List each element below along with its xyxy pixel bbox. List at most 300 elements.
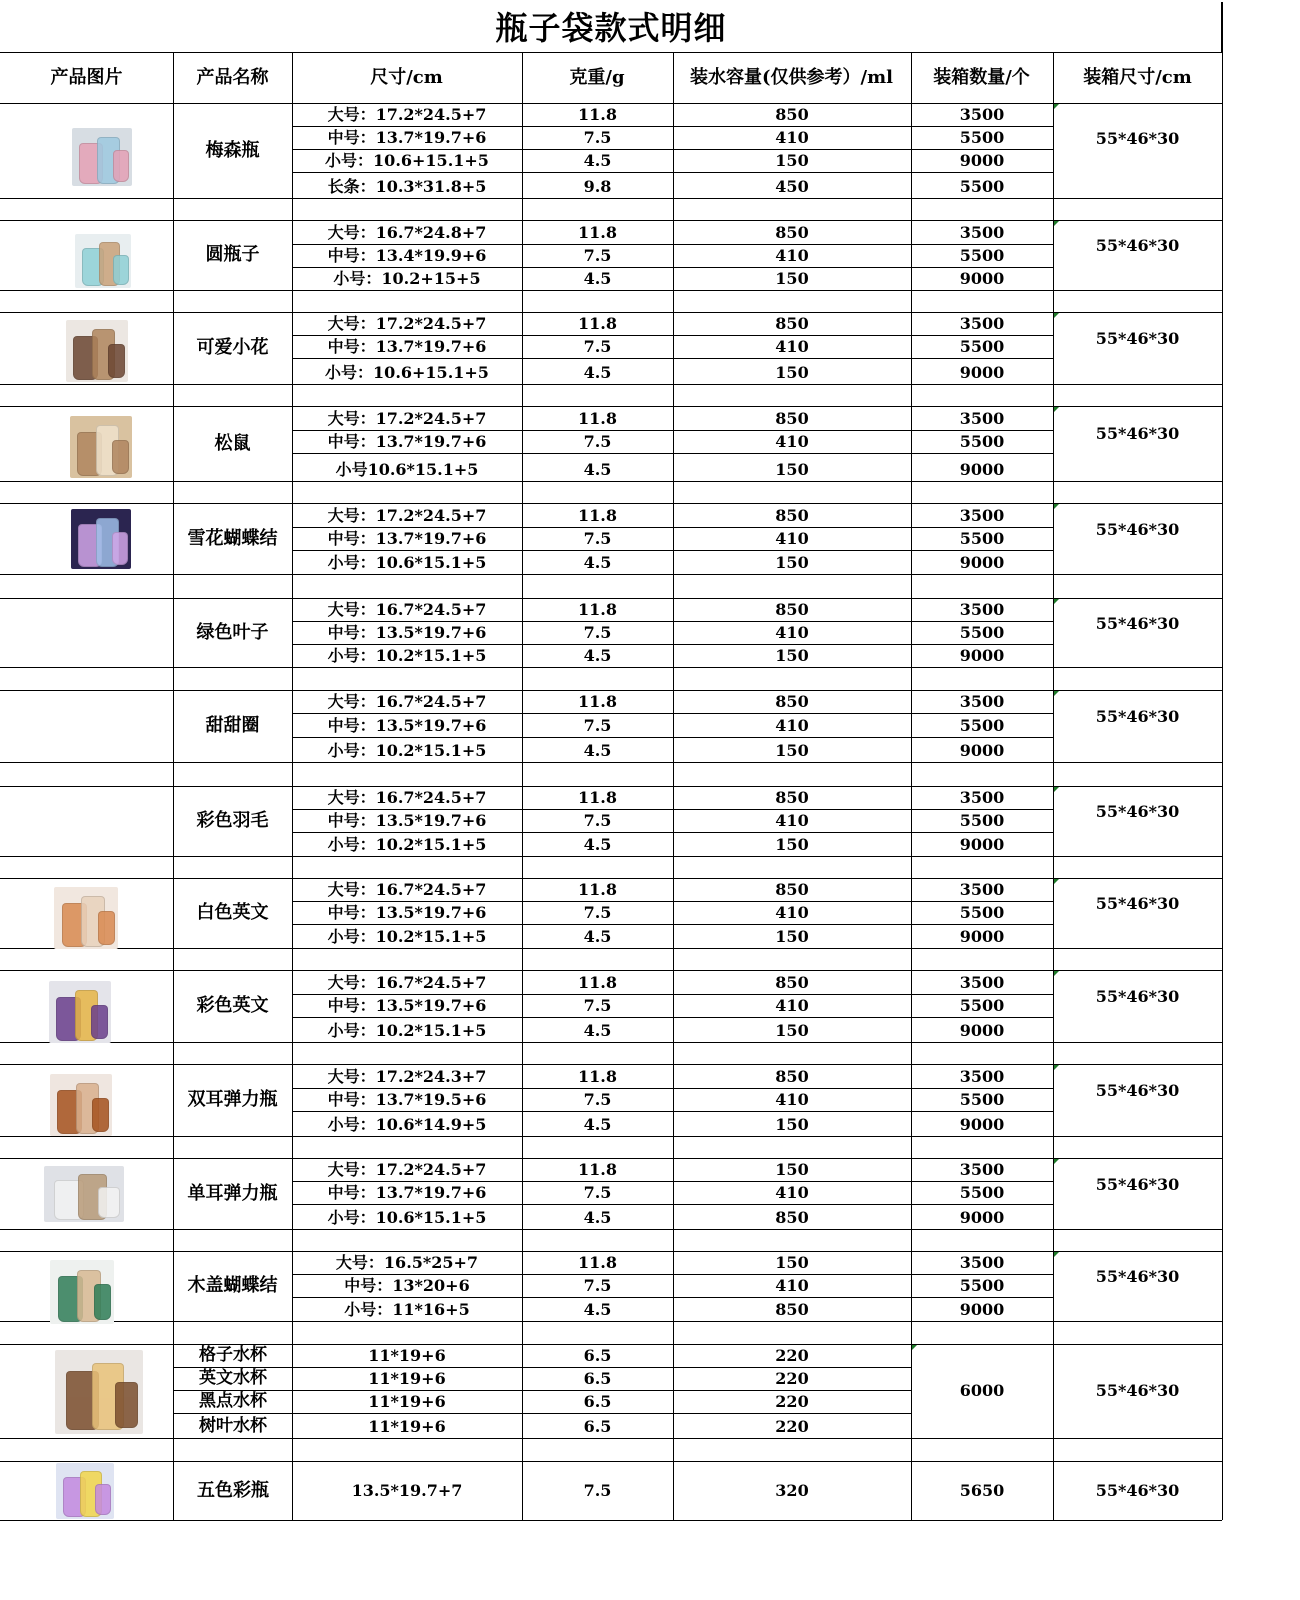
grid-vline [673,856,674,878]
weight-cell: 7.5 [583,1183,612,1202]
product-name: 五色彩瓶 [197,1480,269,1501]
size-cell: 小号：11*16+5 [344,1300,470,1319]
qty-cell: 9000 [959,1300,1005,1319]
grid-vline [1053,667,1054,690]
size-cell: 大号：17.2*24.5+7 [327,1160,487,1179]
qty-cell: 9000 [959,269,1005,288]
qty-cell: 3500 [959,880,1005,899]
size-cell: 小号10.6*15.1+5 [335,460,479,479]
bag-shape [113,255,128,285]
qty-cell: 5500 [959,716,1005,735]
weight-cell: 9.8 [583,177,612,196]
weight-cell: 7.5 [583,337,612,356]
size-cell: 13.5*19.7+7 [351,1481,463,1500]
double-ear-elastic-bags-thumbnail [50,1074,112,1136]
grid-vline [911,290,912,312]
grid-hline [174,1413,911,1414]
grid-vline [173,948,174,970]
grid-vline [522,1042,523,1064]
size-cell: 小号：10.2*15.1+5 [327,646,487,665]
grid-hline [0,856,1222,857]
grid-vline [673,1321,674,1344]
grid-vline [173,1136,174,1158]
capacity-cell: 850 [775,223,809,242]
carton-size: 55*46*30 [1095,987,1180,1006]
size-cell: 中号：13.5*19.7+6 [327,623,487,642]
grid-hline [0,1438,1222,1439]
weight-cell: 7.5 [583,128,612,147]
capacity-cell: 850 [775,409,809,428]
grid-vline [292,1136,293,1158]
grid-vline [673,290,674,312]
size-cell: 中号：13.4*19.9+6 [327,246,487,265]
capacity-cell: 410 [775,432,809,451]
grid-vline [292,1229,293,1251]
grid-vline [1222,2,1223,1520]
carton-size: 55*46*30 [1095,894,1180,913]
size-cell: 大号：17.2*24.5+7 [327,314,487,333]
grid-vline [1053,290,1054,312]
grid-hline [292,1204,1053,1205]
capacity-cell: 220 [775,1417,809,1436]
qty-cell: 3500 [959,314,1005,333]
capacity-cell: 850 [775,1067,809,1086]
capacity-cell: 150 [775,741,809,760]
grid-vline [673,384,674,406]
weight-cell: 11.8 [578,1253,617,1272]
capacity-cell: 410 [775,246,809,265]
weight-cell: 11.8 [578,409,617,428]
grid-hline [0,481,1222,482]
capacity-cell: 150 [775,835,809,854]
capacity-cell: 850 [775,692,809,711]
grid-vline [911,1136,912,1158]
capacity-cell: 410 [775,996,809,1015]
weight-cell: 7.5 [583,1276,612,1295]
capacity-cell: 150 [775,363,809,382]
size-cell: 中号：13.7*19.7+6 [327,337,487,356]
qty-cell: 5500 [959,246,1005,265]
product-name: 梅森瓶 [205,140,260,161]
size-cell: 中号：13.5*19.7+6 [327,996,487,1015]
size-cell: 小号：10.2*15.1+5 [327,1021,487,1040]
size-cell: 中号：13.7*19.7+6 [327,1183,487,1202]
grid-vline [911,481,912,503]
grid-vline [292,1042,293,1064]
five-color-bags-thumbnail [56,1463,114,1519]
size-cell: 大号：17.2*24.5+7 [327,105,487,124]
capacity-cell: 150 [775,460,809,479]
weight-cell: 4.5 [583,927,612,946]
grid-hline [0,384,1222,385]
grid-vline [522,574,523,598]
carton-size: 55*46*30 [1095,802,1180,821]
capacity-cell: 410 [775,1090,809,1109]
qty-cell: 9000 [959,363,1005,382]
size-cell: 中号：13.7*19.5+6 [327,1090,487,1109]
white-english-bags-thumbnail [54,887,118,949]
grid-vline [673,481,674,503]
sheet-title: 瓶子袋款式明细 [495,9,727,47]
grid-vline [173,1438,174,1461]
size-cell: 长条：10.3*31.8+5 [327,177,487,196]
size-cell: 小号：10.2*15.1+5 [327,927,487,946]
grid-vline [522,667,523,690]
header-qty: 装箱数量/个 [933,67,1030,88]
grid-vline [1053,574,1054,598]
weight-cell: 4.5 [583,741,612,760]
grid-vline [673,762,674,786]
grid-vline [292,762,293,786]
qty-cell: 5500 [959,811,1005,830]
grid-vline [1053,384,1054,406]
carton-size: 55*46*30 [1095,1081,1180,1100]
grid-vline [173,481,174,503]
size-cell: 小号：10.6*14.9+5 [327,1115,487,1134]
grid-vline [522,1438,523,1461]
capacity-cell: 320 [775,1481,809,1500]
weight-cell: 11.8 [578,973,617,992]
grid-vline [1053,856,1054,878]
grid-vline [673,198,674,220]
grid-vline [911,667,912,690]
header-weight: 克重/g [569,67,625,88]
bag-shape [94,1284,111,1319]
capacity-cell: 410 [775,337,809,356]
grid-vline [1053,1321,1054,1344]
product-name: 可爱小花 [196,337,269,358]
qty-cell: 5500 [959,1090,1005,1109]
bag-shape [113,150,129,182]
capacity-cell: 410 [775,128,809,147]
capacity-cell: 410 [775,1276,809,1295]
qty-cell: 3500 [959,788,1005,807]
weight-cell: 7.5 [583,903,612,922]
grid-vline [522,384,523,406]
single-ear-elastic-bags-thumbnail [44,1166,124,1222]
qty-cell: 3500 [959,409,1005,428]
grid-vline [1053,198,1054,220]
grid-vline [173,290,174,312]
cup-qty: 6000 [959,1381,1005,1400]
grid-hline [292,737,1053,738]
grid-vline [522,1136,523,1158]
size-cell: 11*19+6 [368,1369,446,1388]
grid-vline [292,1438,293,1461]
weight-cell: 6.5 [583,1369,612,1388]
capacity-cell: 150 [775,151,809,170]
size-cell: 大号：16.7*24.5+7 [327,973,487,992]
qty-cell: 3500 [959,1067,1005,1086]
capacity-cell: 850 [775,880,809,899]
grid-vline [911,1438,912,1461]
carton-size: 55*46*30 [1095,1267,1180,1286]
capacity-cell: 150 [775,1021,809,1040]
qty-cell: 5500 [959,177,1005,196]
grid-vline [292,856,293,878]
grid-vline [522,1229,523,1251]
grid-hline [292,172,1053,173]
qty-cell: 3500 [959,506,1005,525]
product-name: 白色英文 [196,902,269,923]
size-cell: 小号：10.6*15.1+5 [327,553,487,572]
product-name: 双耳弹力瓶 [187,1089,278,1110]
capacity-cell: 850 [775,1300,809,1319]
grid-vline [173,667,174,690]
qty-cell: 9000 [959,1115,1005,1134]
weight-cell: 11.8 [578,692,617,711]
qty-cell: 5500 [959,996,1005,1015]
grid-vline [1053,481,1054,503]
product-name: 绿色叶子 [196,622,269,643]
grid-hline [292,453,1053,454]
weight-cell: 6.5 [583,1392,612,1411]
qty-cell: 3500 [959,1160,1005,1179]
grid-vline [292,667,293,690]
size-cell: 11*19+6 [368,1417,446,1436]
weight-cell: 4.5 [583,646,612,665]
grid-vline [1053,1136,1054,1158]
capacity-cell: 220 [775,1369,809,1388]
grid-vline [911,574,912,598]
weight-cell: 6.5 [583,1346,612,1365]
capacity-cell: 850 [775,506,809,525]
capacity-cell: 410 [775,1183,809,1202]
round-jar-bags-thumbnail [75,234,131,288]
qty-cell: 5500 [959,623,1005,642]
carton-size: 55*46*30 [1095,1175,1180,1194]
grid-hline [292,1017,1053,1018]
product-name: 单耳弹力瓶 [187,1183,278,1204]
capacity-cell: 150 [775,1160,809,1179]
carton-size: 55*46*30 [1095,129,1180,148]
grid-vline [173,574,174,598]
weight-cell: 7.5 [583,1481,612,1500]
grid-vline [673,574,674,598]
weight-cell: 4.5 [583,1115,612,1134]
weight-cell: 11.8 [578,880,617,899]
size-cell: 大号：16.7*24.5+7 [327,788,487,807]
grid-vline [292,948,293,970]
grid-vline [522,1321,523,1344]
grid-vline [173,1042,174,1064]
grid-vline [522,762,523,786]
grid-vline [173,198,174,220]
bag-shape [108,344,125,378]
grid-vline [173,762,174,786]
water-cup-bags-thumbnail [55,1350,143,1434]
product-name: 松鼠 [214,433,251,454]
size-cell: 大号：16.7*24.5+7 [327,880,487,899]
grid-vline [673,948,674,970]
bag-shape [91,1005,108,1039]
size-cell: 大号：16.5*25+7 [335,1253,479,1272]
capacity-cell: 150 [775,646,809,665]
grid-vline [292,574,293,598]
weight-cell: 11.8 [578,223,617,242]
capacity-cell: 410 [775,716,809,735]
grid-vline [522,290,523,312]
carton-size: 55*46*30 [1095,236,1180,255]
grid-vline [673,1229,674,1251]
snowflake-bow-bags-thumbnail [71,509,131,569]
weight-cell: 4.5 [583,269,612,288]
weight-cell: 4.5 [583,1208,612,1227]
bag-shape [98,911,115,945]
grid-vline [173,1229,174,1251]
grid-vline [173,1321,174,1344]
capacity-cell: 850 [775,600,809,619]
bag-shape [95,1484,111,1515]
weight-cell: 7.5 [583,246,612,265]
grid-vline [173,856,174,878]
grid-hline [292,1111,1053,1112]
grid-vline [292,384,293,406]
grid-vline [292,481,293,503]
grid-vline [522,481,523,503]
header-carton: 装箱尺寸/cm [1083,67,1192,88]
header-size: 尺寸/cm [370,67,443,88]
weight-cell: 7.5 [583,529,612,548]
grid-vline [522,948,523,970]
green-corner-mark [912,1345,917,1350]
grid-vline [911,1042,912,1064]
qty-cell: 9000 [959,927,1005,946]
qty-cell: 3500 [959,1253,1005,1272]
size-cell: 小号：10.6+15.1+5 [325,151,489,170]
mason-jar-bags-thumbnail [72,128,132,186]
size-cell: 中号：13.5*19.7+6 [327,903,487,922]
grid-vline [1053,948,1054,970]
capacity-cell: 150 [775,1253,809,1272]
weight-cell: 11.8 [578,105,617,124]
cup-name: 英文水杯 [199,1368,267,1388]
grid-vline [911,1229,912,1251]
cup-name: 黑点水杯 [199,1391,267,1411]
weight-cell: 11.8 [578,314,617,333]
qty-cell: 9000 [959,646,1005,665]
color-english-bags-thumbnail [49,981,111,1043]
grid-vline [673,1438,674,1461]
weight-cell: 7.5 [583,623,612,642]
qty-cell: 3500 [959,692,1005,711]
squirrel-bags-thumbnail [70,416,132,478]
grid-vline [911,198,912,220]
qty-cell: 5500 [959,128,1005,147]
carton-size: 55*46*30 [1095,1481,1180,1500]
product-name: 彩色羽毛 [196,810,269,831]
capacity-cell: 850 [775,973,809,992]
grid-vline [173,384,174,406]
grid-hline [0,667,1222,668]
grid-vline [911,856,912,878]
grid-hline [0,290,1222,291]
weight-cell: 11.8 [578,600,617,619]
qty-cell: 9000 [959,1208,1005,1227]
qty-cell: 3500 [959,600,1005,619]
size-cell: 11*19+6 [368,1346,446,1365]
qty-cell: 5650 [959,1481,1005,1500]
grid-vline [673,1136,674,1158]
grid-hline [0,948,1222,949]
grid-vline [673,1042,674,1064]
grid-hline [0,762,1222,763]
grid-vline [1053,1438,1054,1461]
product-name: 圆瓶子 [205,244,260,265]
capacity-cell: 410 [775,529,809,548]
capacity-cell: 150 [775,269,809,288]
cute-flower-bags-thumbnail [66,320,128,382]
weight-cell: 11.8 [578,1160,617,1179]
qty-cell: 9000 [959,151,1005,170]
cup-name: 树叶水杯 [199,1416,267,1436]
carton-size: 55*46*30 [1095,707,1180,726]
weight-cell: 7.5 [583,432,612,451]
grid-vline [522,198,523,220]
size-cell: 中号：13.5*19.7+6 [327,811,487,830]
bag-shape [92,1098,109,1132]
capacity-cell: 220 [775,1392,809,1411]
qty-cell: 5500 [959,1183,1005,1202]
carton-size: 55*46*30 [1095,1381,1180,1400]
grid-vline [1053,1229,1054,1251]
wood-lid-bow-bags-thumbnail [50,1260,114,1324]
qty-cell: 9000 [959,741,1005,760]
size-cell: 大号：17.2*24.3+7 [327,1067,487,1086]
qty-cell: 5500 [959,903,1005,922]
grid-hline [0,574,1222,575]
carton-size: 55*46*30 [1095,329,1180,348]
grid-hline [0,1136,1222,1137]
grid-vline [292,290,293,312]
carton-size: 55*46*30 [1095,614,1180,633]
size-cell: 中号：13.7*19.7+6 [327,529,487,548]
weight-cell: 4.5 [583,151,612,170]
bag-shape [115,1382,138,1428]
size-cell: 小号：10.2*15.1+5 [327,835,487,854]
capacity-cell: 850 [775,105,809,124]
grid-vline [911,384,912,406]
grid-hline [292,358,1053,359]
weight-cell: 4.5 [583,363,612,382]
grid-vline [911,948,912,970]
size-cell: 大号：16.7*24.5+7 [327,692,487,711]
carton-size: 55*46*30 [1095,520,1180,539]
qty-cell: 9000 [959,1021,1005,1040]
weight-cell: 11.8 [578,506,617,525]
size-cell: 11*19+6 [368,1392,446,1411]
grid-vline [1053,762,1054,786]
weight-cell: 4.5 [583,553,612,572]
bag-shape [112,532,128,565]
capacity-cell: 150 [775,1115,809,1134]
qty-cell: 5500 [959,1276,1005,1295]
grid-vline [911,762,912,786]
size-cell: 小号：10.6*15.1+5 [327,1208,487,1227]
product-name: 彩色英文 [196,995,269,1016]
product-name: 木盖蝴蝶结 [187,1275,278,1296]
capacity-cell: 410 [775,903,809,922]
weight-cell: 11.8 [578,788,617,807]
cup-name: 格子水杯 [199,1345,267,1365]
size-cell: 中号：13.7*19.7+6 [327,128,487,147]
qty-cell: 9000 [959,553,1005,572]
size-cell: 大号：17.2*24.5+7 [327,409,487,428]
grid-hline [0,1321,1222,1322]
grid-hline [0,198,1222,199]
size-cell: 大号：17.2*24.5+7 [327,506,487,525]
weight-cell: 7.5 [583,1090,612,1109]
